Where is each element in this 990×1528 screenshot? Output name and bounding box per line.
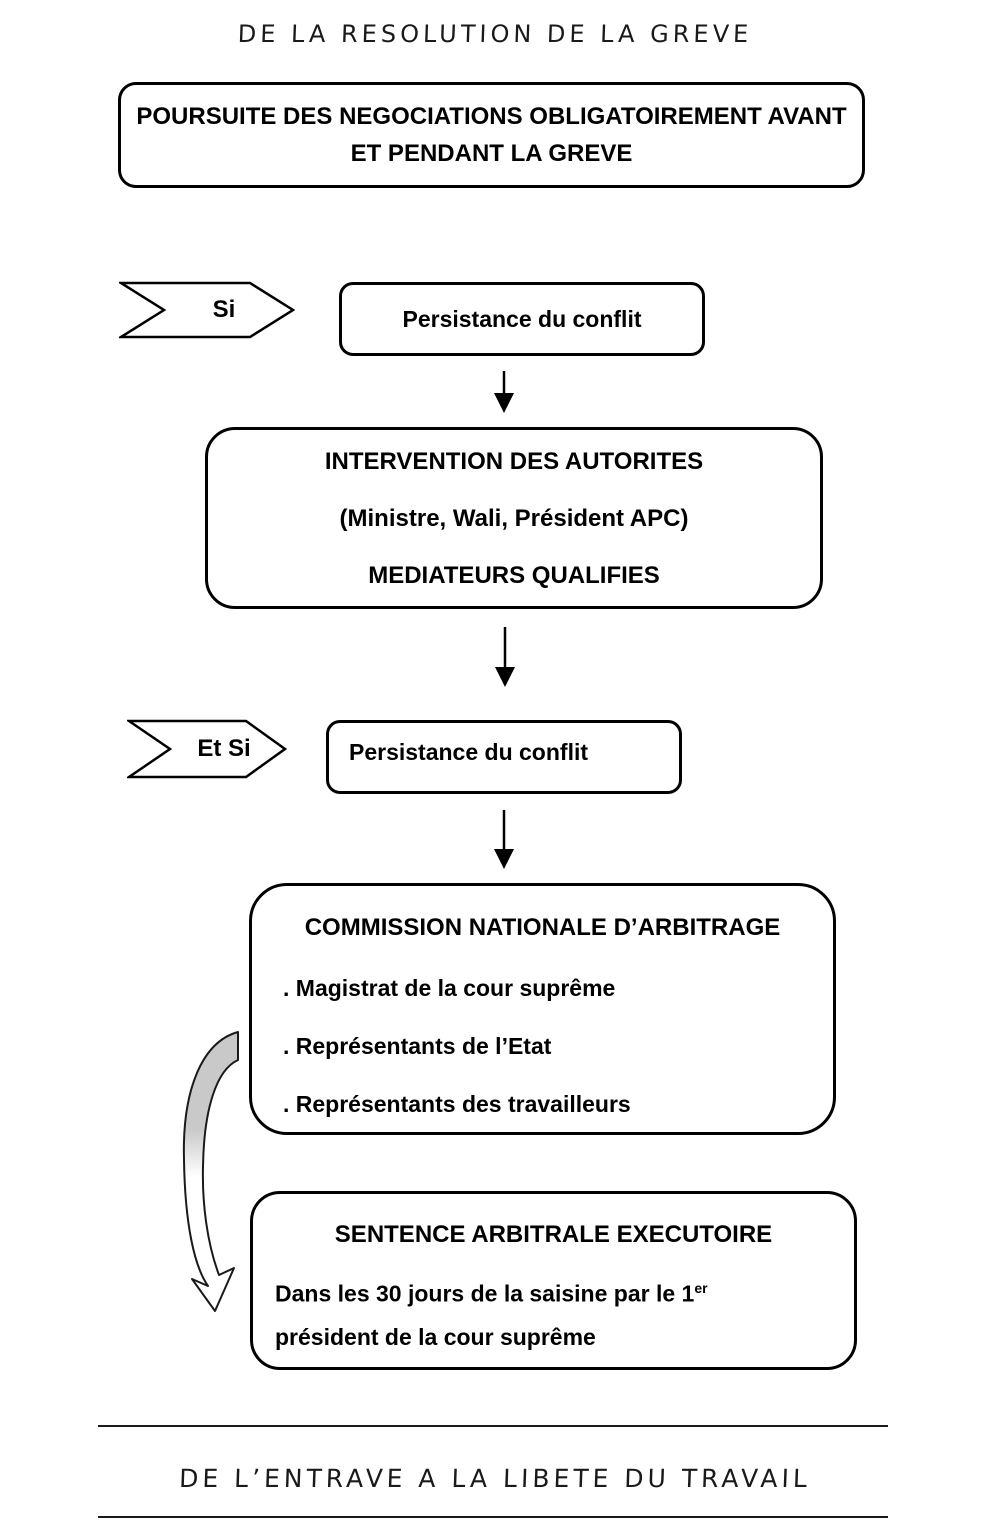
sentence-body bbox=[253, 1267, 854, 1360]
footer-caption: DE L’ENTRAVE A LA LIBETE DU TRAVAIL bbox=[178, 1464, 812, 1493]
condition-flag-si bbox=[119, 281, 295, 339]
poursuite-line2: ET PENDANT LA GREVE bbox=[350, 140, 633, 167]
sentence-body-line1-text: Dans les 30 jours de la saisine par le 1 bbox=[275, 1280, 695, 1307]
commission-item: . Représentants des travailleurs bbox=[283, 1091, 631, 1117]
flow-box-poursuite bbox=[118, 82, 865, 188]
poursuite-line1: POURSUITE DES NEGOCIATIONS OBLIGATOIREMENT AVANT bbox=[136, 103, 847, 130]
condition-flag-etsi-label: Et Si bbox=[197, 735, 251, 762]
flow-box-intervention bbox=[205, 427, 823, 609]
flow-box-sentence bbox=[250, 1191, 857, 1370]
flow-box-persistance-1 bbox=[339, 282, 705, 356]
commission-title: COMMISSION NATIONALE D’ARBITRAGE bbox=[304, 914, 781, 941]
horizontal-divider-top bbox=[98, 1425, 888, 1427]
condition-flag-si-label: Si bbox=[212, 296, 236, 323]
curved-down-arrow-icon bbox=[170, 1018, 250, 1314]
horizontal-divider-bottom bbox=[98, 1516, 888, 1518]
page-title: DE LA RESOLUTION DE LA GREVE bbox=[237, 20, 753, 48]
sentence-body-line1 bbox=[275, 1267, 854, 1315]
condition-flag-etsi bbox=[127, 719, 287, 779]
flow-box-persistance-2 bbox=[326, 720, 682, 794]
flow-box-commission bbox=[249, 883, 836, 1135]
sentence-body-line1-superscript: er bbox=[694, 1280, 708, 1296]
down-arrow-icon bbox=[491, 371, 517, 413]
persistance-2-label: Persistance du conflit bbox=[349, 738, 589, 765]
down-arrow-icon bbox=[491, 810, 517, 869]
intervention-line2: (Ministre, Wali, Président APC) bbox=[339, 504, 689, 532]
intervention-line1: INTERVENTION DES AUTORITES bbox=[324, 447, 704, 475]
intervention-line3: MEDIATEURS QUALIFIES bbox=[368, 561, 660, 589]
persistance-1-label: Persistance du conflit bbox=[402, 305, 642, 332]
commission-items bbox=[252, 959, 833, 1133]
sentence-body-line2: président de la cour suprême bbox=[275, 1323, 596, 1350]
down-arrow-icon bbox=[492, 627, 518, 687]
commission-item: . Magistrat de la cour suprême bbox=[283, 975, 616, 1001]
commission-item: . Représentants de l’Etat bbox=[283, 1033, 552, 1059]
sentence-title: SENTENCE ARBITRALE EXECUTOIRE bbox=[334, 1221, 773, 1248]
